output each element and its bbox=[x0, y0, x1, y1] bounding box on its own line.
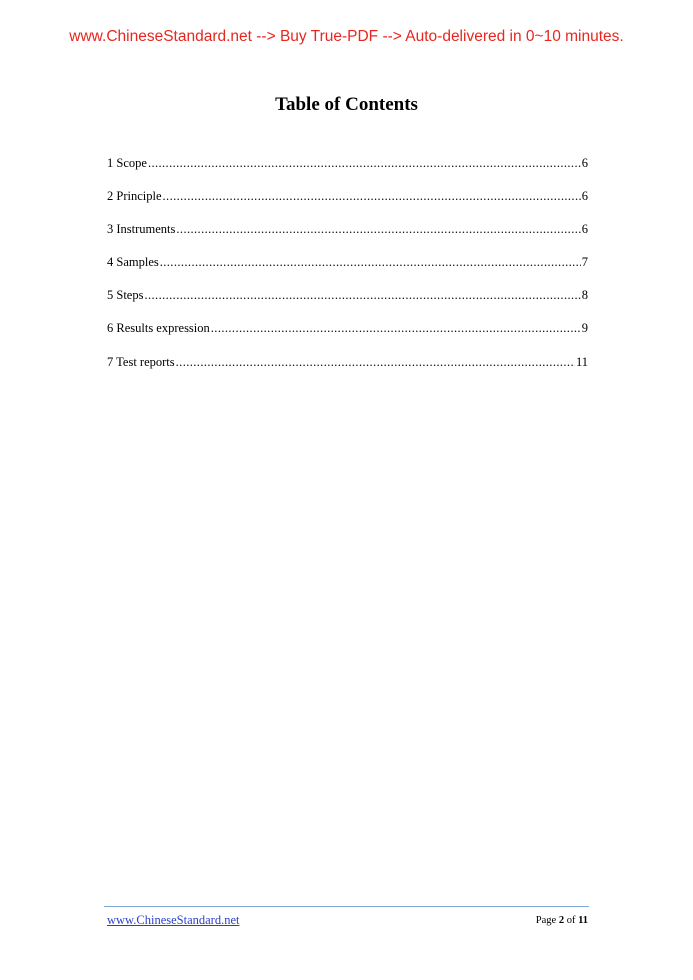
toc-dot-leader bbox=[144, 287, 580, 303]
toc-entry-page: 6 bbox=[581, 222, 588, 237]
toc-entry-page: 6 bbox=[581, 156, 588, 170]
toc-entry-principle[interactable] bbox=[107, 188, 588, 221]
toc-dot-leader bbox=[160, 254, 581, 270]
toc-entry-page: 11 bbox=[575, 354, 588, 369]
toc-entry-page: 9 bbox=[581, 321, 588, 336]
toc-entry-samples[interactable] bbox=[107, 254, 588, 287]
toc-entry-page: 6 bbox=[581, 189, 588, 204]
toc-entry-page: 8 bbox=[581, 288, 588, 303]
toc-entry-results-expression[interactable] bbox=[107, 320, 588, 353]
toc-list bbox=[107, 155, 588, 387]
toc-entry-label: 4 Samples bbox=[107, 255, 159, 270]
toc-entry-scope[interactable] bbox=[107, 155, 588, 188]
footer-divider bbox=[104, 906, 589, 907]
toc-entry-label: 2 Principle bbox=[107, 189, 162, 204]
toc-dot-leader bbox=[211, 320, 581, 336]
toc-entry-instruments[interactable] bbox=[107, 221, 588, 254]
toc-entry-label: 3 Instruments bbox=[107, 222, 176, 237]
page-current: 2 bbox=[558, 915, 565, 926]
page-total: 11 bbox=[578, 915, 588, 926]
toc-entry-steps[interactable] bbox=[107, 287, 588, 320]
page-prefix: Page bbox=[535, 915, 557, 926]
toc-dot-leader bbox=[148, 155, 581, 171]
toc-dot-leader bbox=[176, 354, 575, 370]
toc-entry-label: 1 Scope bbox=[107, 156, 147, 170]
toc-entry-label: 7 Test reports bbox=[107, 354, 175, 369]
toc-dot-leader bbox=[176, 221, 580, 237]
toc-entry-page: 7 bbox=[581, 255, 588, 270]
page-of: of bbox=[566, 915, 576, 926]
page-number bbox=[536, 915, 588, 926]
toc-entry-label: 6 Results expression bbox=[107, 321, 210, 336]
top-banner: www.ChineseStandard.net --> Buy True-PDF --> Auto-delivered in 0~10 minutes. bbox=[69, 28, 624, 45]
footer-website-link[interactable]: www.ChineseStandard.net bbox=[107, 913, 240, 927]
toc-entry-test-reports[interactable] bbox=[107, 354, 588, 387]
toc-dot-leader bbox=[163, 188, 581, 204]
toc-entry-label: 5 Steps bbox=[107, 288, 144, 303]
toc-title: Table of Contents bbox=[275, 94, 418, 115]
